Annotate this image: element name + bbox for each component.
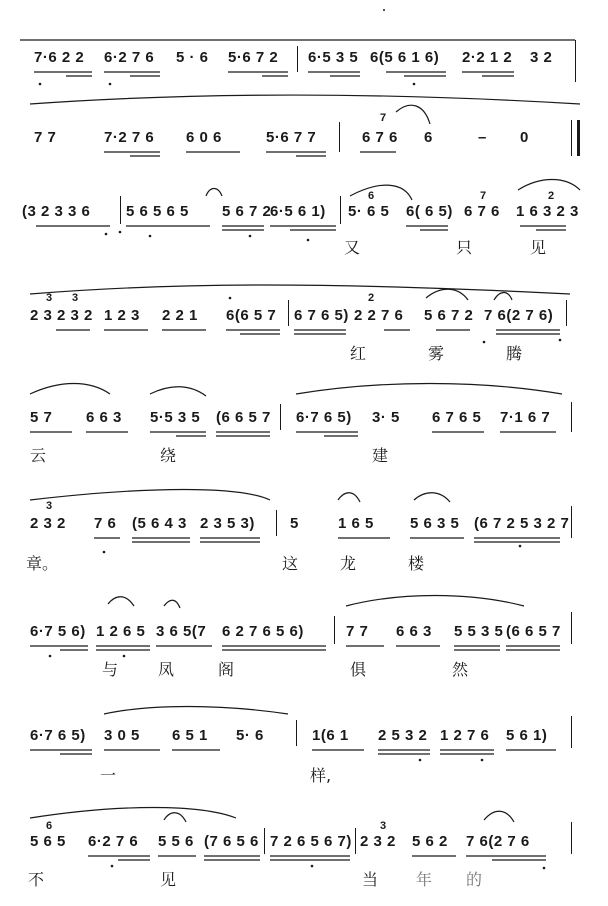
lyric-syllable: 然 [452, 660, 469, 679]
measure-note-group: 7·6 2 2 [34, 49, 85, 66]
lyric-syllable: 见 [530, 238, 547, 257]
barline [571, 402, 572, 432]
measure-note-group: 6·7 6 5) [30, 727, 86, 744]
measure-note-group: 6( 6 5) [406, 203, 453, 220]
measure-note-group: 5 6 1) [506, 727, 548, 744]
measure-note-group: 6 5 1 [172, 727, 208, 744]
measure-note-group: 7 6(2 7 6 [466, 833, 530, 850]
measure-note-group: 5·5 3 5 [150, 409, 201, 426]
barline [571, 120, 572, 156]
measure-note-group: 5 6 2 [412, 833, 448, 850]
lyric-syllable: 红 [350, 344, 367, 363]
measure-note-group: 1 6 3 2 3 [516, 203, 579, 220]
measure-note-group: 2 3 5 3) [200, 515, 255, 532]
measure-note-group: 6·5 6 1) [270, 203, 326, 220]
lyric-syllable: 雾 [428, 344, 445, 363]
measure-note-group: 6 6 3 [86, 409, 122, 426]
measure-note-group: 5·6 7 7 [266, 129, 317, 146]
grace-note: 2 [368, 292, 375, 304]
measure-note-group: 2 3 2 [30, 515, 66, 532]
lyric-syllable: 一 [100, 766, 117, 785]
lyric-syllable: 这 [282, 554, 299, 573]
measure-note-group: (3 2 3 3 6 [22, 203, 91, 220]
measure-note-group: 5· 6 [236, 727, 264, 744]
lyric-syllable: 章。 [26, 554, 59, 573]
measure-note-group: 2 2 1 [162, 307, 198, 324]
lyric-syllable: 楼 [408, 554, 425, 573]
barline [297, 46, 298, 72]
measure-note-group: 5 · 6 [176, 49, 209, 66]
grace-note: 3 [72, 292, 79, 304]
measure-note-group: 7 6 [94, 515, 117, 532]
barline [566, 300, 567, 326]
barline [340, 196, 341, 224]
measure-note-group: 6 0 6 [186, 129, 222, 146]
score-system-5 [0, 408, 608, 504]
lyric-syllable: 只 [456, 238, 473, 257]
measure-note-group: 3 2 [530, 49, 553, 66]
barline [288, 300, 289, 326]
measure-note-group: 6·2 7 6 [88, 833, 139, 850]
barline [355, 828, 356, 854]
barline [296, 720, 297, 746]
measure-note-group: 3· 5 [372, 409, 400, 426]
lyric-syllable: 又 [344, 238, 361, 257]
lyric-syllable: 云 [30, 446, 47, 465]
measure-note-group: 6 7 6 [362, 129, 398, 146]
score-system-3 [0, 190, 608, 298]
grace-note: 3 [380, 820, 387, 832]
measure-note-group: (7 6 5 6 [204, 833, 259, 850]
grace-note: 6 [368, 190, 375, 202]
lyric-syllable: 不 [28, 870, 45, 889]
measure-note-group: 5 6 7 2 [424, 307, 474, 324]
score-system-9 [0, 820, 608, 906]
final-barline [577, 120, 580, 156]
score-system-4 [0, 292, 608, 402]
barline [571, 716, 572, 748]
measure-note-group: 5 5 6 [158, 833, 194, 850]
barline [334, 616, 335, 644]
measure-note-group: 6(6 5 7 [226, 307, 277, 324]
measure-note-group: 6·7 5 6) [30, 623, 86, 640]
measure-note-group: 6·7 6 5) [296, 409, 352, 426]
lyric-syllable: 凤 [158, 660, 175, 679]
grace-note: 3 [46, 500, 53, 512]
score-system-7 [0, 622, 608, 718]
grace-note: 7 [480, 190, 487, 202]
measure-note-group: (5 6 4 3 [132, 515, 187, 532]
barline [280, 404, 281, 430]
measure-note-group: 6 7 6 [464, 203, 500, 220]
lyric-syllable: 见 [160, 870, 177, 889]
lyric-syllable: 俱 [350, 660, 367, 679]
measure-note-group: 6 2 7 6 5 6) [222, 623, 304, 640]
measure-note-group: 5 6 7 2 [222, 203, 272, 220]
lyric-syllable: 龙 [340, 554, 357, 573]
measure-note-group: 5 6 5 6 5 [126, 203, 189, 220]
measure-note-group: 6 6 3 [396, 623, 432, 640]
measure-note-group: (6 6 5 7 [506, 623, 561, 640]
lyric-syllable: 与 [102, 660, 119, 679]
measure-note-group: 5 [290, 515, 299, 532]
measure-note-group: 1 2 3 [104, 307, 140, 324]
grace-note: 6 [46, 820, 53, 832]
barline [571, 506, 572, 538]
measure-note-group: 5 7 [30, 409, 53, 426]
measure-note-group: 0 [520, 129, 529, 146]
measure-note-group: 2 2 7 6 [354, 307, 404, 324]
lyric-syllable: 样, [310, 766, 332, 785]
lyric-syllable: 阁 [218, 660, 235, 679]
measure-note-group: 7·1 6 7 [500, 409, 551, 426]
measure-note-group: 5· 6 5 [348, 203, 390, 220]
lyric-syllable: 腾 [506, 344, 523, 363]
measure-note-group: 5 6 5 [30, 833, 66, 850]
measure-note-group: 2 3 2 [360, 833, 396, 850]
measure-note-group: 1(6 1 [312, 727, 349, 744]
measure-note-group: 1 2 7 6 [440, 727, 490, 744]
measure-note-group: 7·2 7 6 [104, 129, 155, 146]
barline [575, 40, 576, 82]
measure-note-group: (6 6 5 7 [216, 409, 271, 426]
measure-note-group: 5 5 3 5 [454, 623, 504, 640]
grace-note: 3 [46, 292, 53, 304]
measure-note-group: 6(5 6 1 6) [370, 49, 440, 66]
measure-note-group: 6·5 3 5 [308, 49, 359, 66]
barline [339, 122, 340, 152]
barline [120, 196, 121, 224]
measure-note-group: 6 7 6 5 [432, 409, 482, 426]
measure-note-group: 6·2 7 6 [104, 49, 155, 66]
lyric-syllable: 的 [466, 870, 483, 889]
barline [264, 828, 265, 854]
lyric-syllable: 年 [416, 870, 433, 889]
measure-note-group: (6 7 2 5 3 2 7 [474, 515, 570, 532]
measure-note-group: 7 6(2 7 6) [484, 307, 554, 324]
score-system-6 [0, 500, 608, 610]
grace-note: 7 [380, 112, 387, 124]
measure-note-group: 1 6 5 [338, 515, 374, 532]
measure-note-group: 7 2 6 5 6 7) [270, 833, 352, 850]
measure-note-group: 6 7 6 5) [294, 307, 349, 324]
measure-note-group: 1 2 6 5 [96, 623, 146, 640]
lyric-syllable: 当 [362, 870, 379, 889]
score-system-8 [0, 726, 608, 822]
measure-note-group: 5·6 7 2 [228, 49, 279, 66]
measure-note-group: 2 3 2 3 2 [30, 307, 93, 324]
barline [571, 612, 572, 644]
measure-note-group: 7 7 [346, 623, 369, 640]
measure-note-group: 3 0 5 [104, 727, 140, 744]
measure-note-group: 2·2 1 2 [462, 49, 513, 66]
measure-note-group: 6 [424, 129, 433, 146]
grace-note: 2 [548, 190, 555, 202]
measure-note-group: – [478, 129, 487, 146]
measure-note-group: 5 6 3 5 [410, 515, 460, 532]
barline [571, 822, 572, 854]
barline [276, 510, 277, 536]
lyric-syllable: 绕 [160, 446, 177, 465]
measure-note-group: 3 6 5(7 [156, 623, 207, 640]
lyric-syllable: 建 [372, 446, 389, 465]
measure-note-group: 7 7 [34, 129, 57, 146]
measure-note-group: 2 5 3 2 [378, 727, 428, 744]
